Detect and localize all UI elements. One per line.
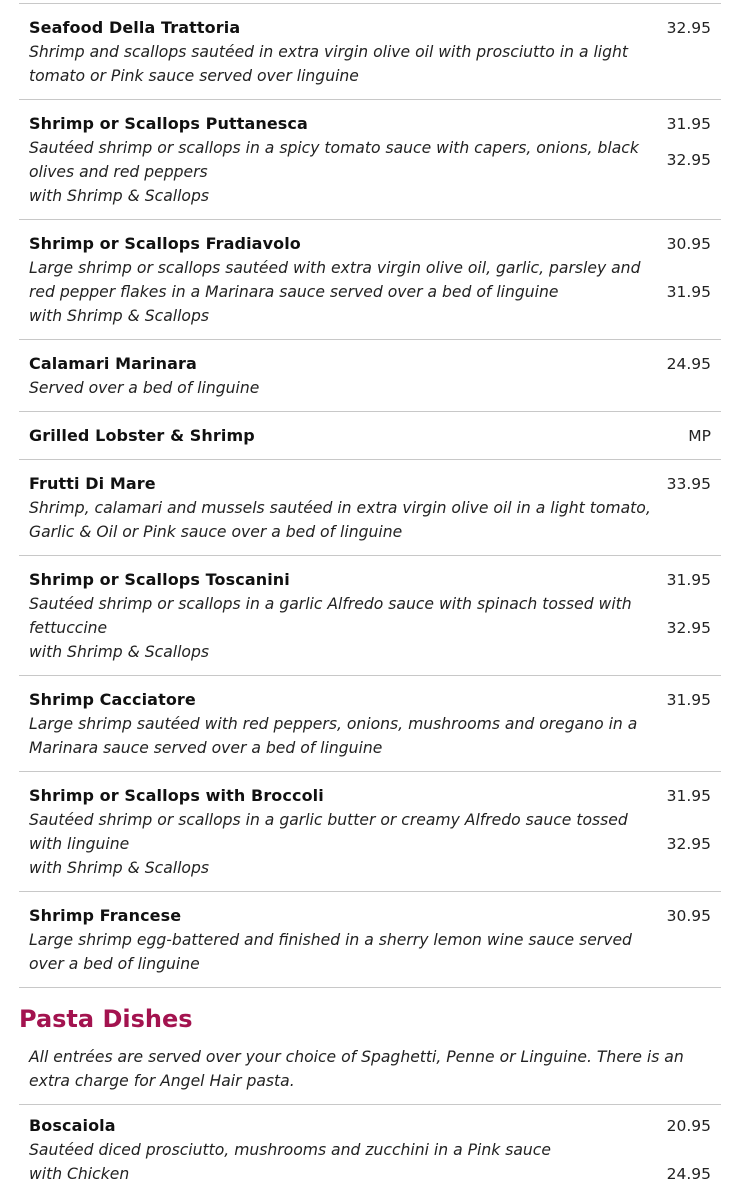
- menu-item-price: 20.95: [666, 1117, 711, 1135]
- menu-item-name: Shrimp or Scallops Fradiavolo: [29, 234, 301, 253]
- menu-item-description: Shrimp and scallops sautéed in extra virgin olive oil with prosciutto in a light tomato or Pink sauce served over linguine: [29, 43, 629, 85]
- menu-item-name: Grilled Lobster & Shrimp: [29, 426, 255, 445]
- menu-item-option-price: 32.95: [666, 151, 711, 169]
- menu-item-description: Sautéed shrimp or scallops in a garlic butter or creamy Alfredo sauce tossed with linguine: [29, 811, 628, 853]
- menu-item: [19, 771, 721, 891]
- menu-item: [19, 3, 721, 99]
- menu-item: [19, 339, 721, 411]
- menu-item-option: with Shrimp & Scallops: [29, 187, 209, 205]
- menu-item: [19, 459, 721, 555]
- menu-item-name: Shrimp Francese: [29, 906, 182, 925]
- seafood-menu-list: [19, 0, 721, 988]
- menu-item-price: MP: [688, 427, 711, 445]
- menu-item-price: 31.95: [666, 787, 711, 805]
- menu-item: [19, 555, 721, 675]
- menu-item-option: with Shrimp & Scallops: [29, 643, 209, 661]
- menu-item-name: Seafood Della Trattoria: [29, 18, 241, 37]
- menu-item-name: Boscaiola: [29, 1116, 116, 1135]
- menu-item-name: Calamari Marinara: [29, 354, 197, 373]
- menu-item-price: 24.95: [666, 355, 711, 373]
- menu-item-description: Sautéed shrimp or scallops in a spicy tomato sauce with capers, onions, black olives and red peppers: [29, 139, 639, 181]
- menu-item-option: with Shrimp & Scallops: [29, 307, 209, 325]
- menu-item-option-price: 32.95: [666, 835, 711, 853]
- menu-item: [19, 411, 721, 459]
- menu-item-name: Shrimp or Scallops with Broccoli: [29, 786, 324, 805]
- menu-item-price: 31.95: [666, 571, 711, 589]
- menu-item: [19, 219, 721, 339]
- menu-item-description: Large shrimp sautéed with red peppers, onions, mushrooms and oregano in a Marinara sauce served over a bed of linguine: [29, 715, 638, 757]
- menu-item-name: Shrimp Cacciatore: [29, 690, 196, 709]
- menu-item-name: Shrimp or Scallops Toscanini: [29, 570, 290, 589]
- menu-item-option-price: 32.95: [666, 619, 711, 637]
- menu-item-option: with Chicken: [29, 1165, 130, 1183]
- menu-item: [19, 1114, 721, 1186]
- menu-item-name: Shrimp or Scallops Puttanesca: [29, 114, 308, 133]
- section-title: Pasta Dishes: [19, 1005, 193, 1033]
- menu-item-description: Served over a bed of linguine: [29, 379, 260, 397]
- menu-item-option: with Shrimp & Scallops: [29, 859, 209, 877]
- menu-item-description: Sautéed diced prosciutto, mushrooms and zucchini in a Pink sauce: [29, 1141, 551, 1159]
- menu-item-price: 30.95: [666, 235, 711, 253]
- menu-item: [19, 891, 721, 988]
- menu-item-description: Shrimp, calamari and mussels sautéed in extra virgin olive oil in a light tomato, Garlic & Oil or Pink sauce over a bed of linguine: [29, 499, 651, 541]
- menu-item-description: Large shrimp or scallops sautéed with extra virgin olive oil, garlic, parsley and red pepper flakes in a Marinara sauce served over a bed of linguine: [29, 259, 641, 301]
- menu-item: [19, 675, 721, 771]
- menu-item-option-price: 24.95: [666, 1165, 711, 1183]
- menu-item: [19, 99, 721, 219]
- menu-item-price: 31.95: [666, 691, 711, 709]
- section-intro: All entrées are served over your choice of Spaghetti, Penne or Linguine. There is an extra charge for Angel Hair pasta.: [29, 1048, 684, 1090]
- menu-item-description: Large shrimp egg-battered and finished in a sherry lemon wine sauce served over a bed of linguine: [29, 931, 632, 973]
- menu-item-name: Frutti Di Mare: [29, 474, 156, 493]
- menu-item-price: 32.95: [666, 19, 711, 37]
- menu-item-price: 30.95: [666, 907, 711, 925]
- divider: [19, 1104, 721, 1105]
- menu-item-price: 33.95: [666, 475, 711, 493]
- menu-item-description: Sautéed shrimp or scallops in a garlic Alfredo sauce with spinach tossed with fettuccine: [29, 595, 632, 637]
- menu-item-price: 31.95: [666, 115, 711, 133]
- menu-item-option-price: 31.95: [666, 283, 711, 301]
